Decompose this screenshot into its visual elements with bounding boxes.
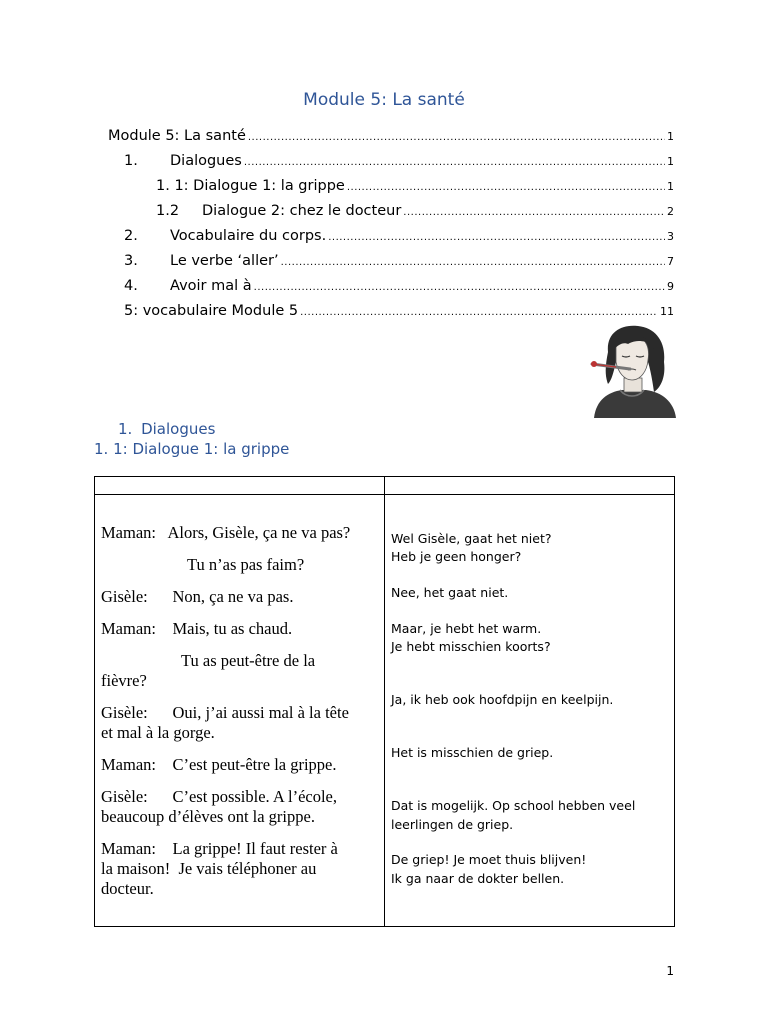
toc-number: 1. bbox=[124, 153, 138, 169]
toc-entry[interactable] bbox=[124, 153, 674, 169]
toc-leader bbox=[347, 182, 665, 193]
toc-page: 1 bbox=[667, 180, 674, 193]
toc-leader bbox=[300, 307, 658, 318]
toc-leader bbox=[254, 282, 665, 293]
header-row-divider bbox=[95, 494, 674, 495]
dialogue-line-nl: Maar, je hebt het warm. bbox=[391, 621, 542, 636]
toc-number: 3. bbox=[124, 253, 138, 269]
dialogue-line-fr: la maison! Je vais téléphoner au bbox=[101, 859, 317, 878]
dialogue-line-fr: Maman: Alors, Gisèle, ça ne va pas? bbox=[101, 523, 351, 542]
toc-label: 1. 1: Dialogue 1: la grippe bbox=[156, 178, 345, 194]
dialogue-line-fr: docteur. bbox=[101, 879, 154, 898]
toc-page: 3 bbox=[667, 230, 674, 243]
toc-label: Dialogues bbox=[170, 153, 242, 169]
dialogue-line-fr: Tu as peut-être de la bbox=[181, 651, 316, 670]
column-divider bbox=[384, 477, 385, 926]
dialogue-line-nl: Nee, het gaat niet. bbox=[391, 585, 509, 600]
toc-entry[interactable] bbox=[124, 303, 674, 319]
toc-entry[interactable] bbox=[124, 278, 674, 294]
dialogue-line-fr: et mal à la gorge. bbox=[101, 723, 215, 742]
dialogue-line-nl: Heb je geen honger? bbox=[391, 549, 522, 564]
dialogue-line-fr: Maman: La grippe! Il faut rester à bbox=[101, 839, 338, 858]
toc-entry[interactable] bbox=[156, 178, 674, 194]
toc-number: 2. bbox=[124, 228, 138, 244]
dialogue-line-fr: Maman: Mais, tu as chaud. bbox=[101, 619, 293, 638]
toc-page: 1 bbox=[667, 130, 674, 143]
dialogue-line-nl: Het is misschien de griep. bbox=[391, 745, 554, 760]
toc-page: 9 bbox=[667, 280, 674, 293]
dialogue-line-fr: Gisèle: Non, ça ne va pas. bbox=[101, 587, 294, 606]
toc-label: Avoir mal à bbox=[170, 278, 252, 294]
dialogue-line-fr: beaucoup d’élèves ont la grippe. bbox=[101, 807, 315, 826]
toc-page: 11 bbox=[660, 305, 674, 318]
toc-entry[interactable] bbox=[124, 253, 674, 269]
subsection-heading: 1. 1: Dialogue 1: la grippe bbox=[94, 440, 290, 458]
toc-leader bbox=[244, 157, 665, 168]
page-number: 1 bbox=[666, 964, 674, 978]
toc-leader bbox=[248, 132, 665, 143]
dialogue-line-nl: leerlingen de griep. bbox=[391, 817, 514, 832]
section-label: Dialogues bbox=[141, 420, 216, 438]
toc-leader bbox=[403, 207, 665, 218]
dialogue-table bbox=[94, 476, 675, 927]
dialogue-line-nl: Ja, ik heb ook hoofdpijn en keelpijn. bbox=[391, 692, 614, 707]
dialogue-line-fr: Tu n’as pas faim? bbox=[187, 555, 305, 574]
section-heading-dialogues bbox=[118, 420, 215, 438]
toc-label: Dialogue 2: chez le docteur bbox=[202, 203, 402, 219]
toc-entry[interactable] bbox=[124, 228, 674, 244]
toc-entry[interactable] bbox=[108, 128, 674, 144]
section-number: 1. bbox=[118, 420, 133, 438]
toc-page: 1 bbox=[667, 155, 674, 168]
sick-girl-illustration bbox=[586, 322, 678, 420]
toc-number: 1.2 bbox=[156, 203, 180, 219]
toc-leader bbox=[281, 257, 665, 268]
dialogue-line-fr: Maman: C’est peut-être la grippe. bbox=[101, 755, 337, 774]
dialogue-line-fr: Gisèle: C’est possible. A l’école, bbox=[101, 787, 338, 806]
page-title: Module 5: La santé bbox=[303, 90, 465, 110]
toc-label: Vocabulaire du corps. bbox=[170, 228, 327, 244]
dialogue-line-nl: Je hebt misschien koorts? bbox=[391, 639, 551, 654]
dialogue-line-nl: Dat is mogelijk. Op school hebben veel bbox=[391, 798, 636, 813]
toc-entry[interactable] bbox=[156, 203, 674, 219]
toc-label: 5: vocabulaire Module 5 bbox=[124, 303, 299, 319]
dialogue-line-nl: Ik ga naar de dokter bellen. bbox=[391, 871, 565, 886]
toc-label: Module 5: La santé bbox=[108, 128, 246, 144]
toc-number: 4. bbox=[124, 278, 138, 294]
toc-page: 7 bbox=[667, 255, 674, 268]
toc-label: Le verbe ‘aller’ bbox=[170, 253, 279, 269]
dialogue-line-fr: Gisèle: Oui, j’ai aussi mal à la tête bbox=[101, 703, 349, 722]
sick-girl-icon bbox=[586, 322, 678, 420]
toc-page: 2 bbox=[667, 205, 674, 218]
toc-leader bbox=[328, 232, 665, 243]
dialogue-line-nl: Wel Gisèle, gaat het niet? bbox=[391, 531, 552, 546]
dialogue-line-nl: De griep! Je moet thuis blijven! bbox=[391, 852, 587, 867]
dialogue-line-fr: fièvre? bbox=[101, 671, 147, 690]
